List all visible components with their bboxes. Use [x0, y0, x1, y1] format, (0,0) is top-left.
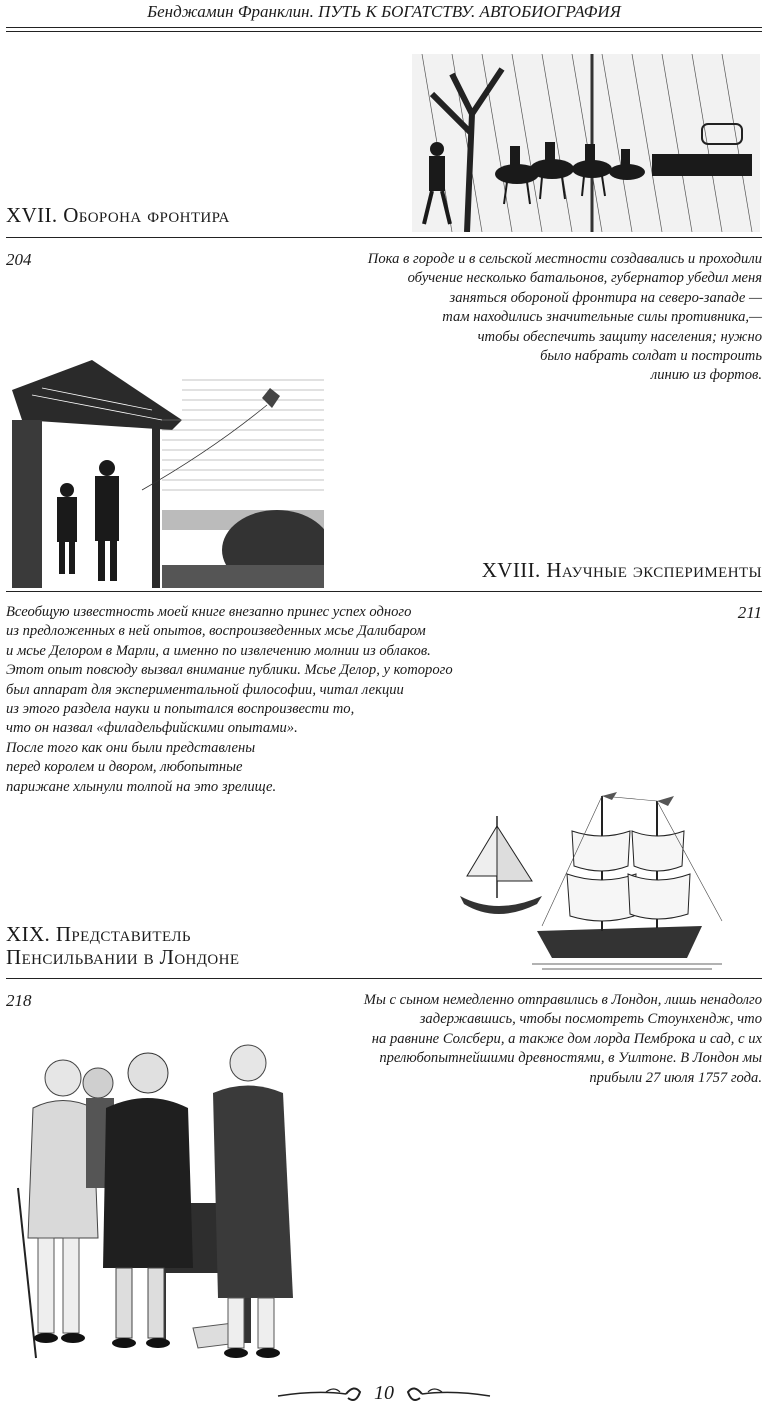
paragraph-line: был аппарат для экспериментальной философии, читал лекции — [6, 681, 404, 698]
paragraph-line: После того как они были представлены — [6, 739, 256, 756]
chapter-heading-19-line1: XIX. Представитель — [6, 922, 191, 946]
paragraph-line: и мсье Делором в Марли, а именно по извлечению молнии из облаков. — [6, 642, 431, 659]
paragraph-19 — [292, 991, 762, 1088]
paragraph-line: из предложенных в ней опытов, воспроизведенных мсье Далибаром — [6, 623, 426, 640]
chapter-rule-18 — [6, 591, 762, 592]
paragraph-line: чтобы обеспечить защиту населения; нужно — [477, 328, 762, 345]
paragraph-line: обучение несколько батальонов, губернатор убедил меня — [407, 270, 762, 287]
paragraph-line: задержавшись, чтобы посмотреть Стоунхендж, что — [419, 1011, 762, 1028]
paragraph-line: заняться обороной фронтира на северо-западе — — [449, 289, 762, 306]
paragraph-line: прибыли 27 июля 1757 года. — [589, 1069, 762, 1086]
paragraph-line: Пока в городе и в сельской местности создавались и проходили — [367, 251, 762, 267]
paragraph-line: Мы с сыном немедленно отправились в Лондон, лишь ненадолго — [363, 992, 762, 1008]
page-ref-211: 211 — [737, 603, 762, 622]
scroll-ornament-left-icon — [276, 1380, 362, 1408]
header-rule-top — [6, 27, 762, 28]
chapter-rule-17 — [6, 237, 762, 238]
sailing-ships-illustration — [452, 786, 734, 972]
chapter-heading-17: XVII. Оборона фронтира — [6, 203, 230, 227]
chapter-heading-19-line2: Пенсильвании в Лондоне — [6, 945, 240, 969]
paragraph-line: Всеобщую известность моей книге внезапно принес успех одного — [6, 604, 412, 620]
gentlemen-meeting-illustration — [8, 1038, 308, 1364]
paragraph-line: парижане хлынули толпой на это зрелище. — [6, 778, 277, 795]
kite-experiment-illustration — [12, 360, 324, 588]
paragraph-18 — [6, 603, 526, 797]
chapter-heading-19 — [6, 923, 239, 969]
running-header: Бенджамин Франклин. ПУТЬ К БОГАТСТВУ. АВТОБИОГРАФИЯ — [147, 2, 621, 21]
page-number: 10 — [374, 1382, 394, 1404]
paragraph-line: там находились значительные силы противника,— — [442, 309, 762, 326]
paragraph-line: что он назвал «филадельфийскими опытами». — [6, 720, 298, 737]
soldiers-marching-illustration — [412, 54, 760, 232]
paragraph-line: на равнине Солсбери, а также дом лорда Пемброка и сад, с их — [371, 1030, 762, 1047]
page-ref-218: 218 — [6, 991, 32, 1010]
header-rule-bottom — [6, 31, 762, 32]
paragraph-line: прелюбопытнейшими древностями, в Уилтоне. В Лондон мы — [379, 1050, 762, 1067]
paragraph-line: было набрать солдат и построить — [540, 348, 762, 365]
paragraph-line: из этого раздела науки и попытался воспроизвести то, — [6, 701, 355, 718]
paragraph-17 — [292, 250, 762, 386]
paragraph-line: Этот опыт повсюду вызвал внимание публики. Мсье Делор, у которого — [6, 662, 453, 679]
chapter-heading-18: XVIII. Научные эксперименты — [481, 558, 762, 582]
page-ref-204: 204 — [6, 250, 32, 269]
paragraph-line: перед королем и двором, любопытные — [6, 759, 243, 776]
chapter-rule-19 — [6, 978, 762, 979]
paragraph-line: линию из фортов. — [650, 367, 762, 384]
scroll-ornament-right-icon — [406, 1380, 492, 1408]
